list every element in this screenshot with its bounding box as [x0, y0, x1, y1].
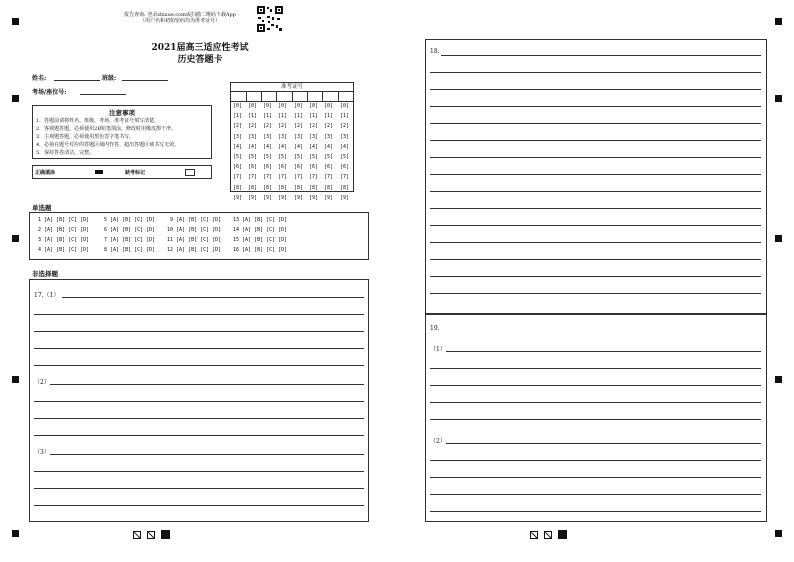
answer-line[interactable] — [50, 454, 364, 455]
report-notice-line1: 报告查询: 登录zhixue.com或扫描二维码下载App — [124, 12, 236, 18]
mc-question-6[interactable]: 6 [A] [B] [C] [D] — [104, 227, 156, 233]
digit-bubble[interactable]: [5] — [278, 153, 288, 160]
digit-bubble[interactable]: [7] — [309, 174, 319, 181]
digit-bubble[interactable]: [5] — [324, 153, 334, 160]
answer-line[interactable] — [430, 293, 761, 294]
digit-bubble[interactable]: [2] — [248, 123, 258, 130]
correct-fill-label: 正确填涂 — [35, 170, 56, 176]
answer-line[interactable] — [430, 123, 761, 124]
mc-section-title: 单选题 — [32, 204, 52, 212]
report-notice — [110, 12, 250, 24]
answer-line[interactable] — [430, 385, 761, 386]
answer-line[interactable] — [430, 242, 761, 243]
digit-bubble[interactable]: [2] — [263, 123, 273, 130]
report-notice-line2: （用户名和初始密码均为准考证号） — [139, 18, 220, 24]
digit-bubble[interactable]: [0] — [309, 103, 319, 109]
answer-line[interactable] — [430, 368, 761, 369]
digit-bubble[interactable]: [9] — [340, 194, 350, 201]
digit-bubble[interactable]: [5] — [248, 153, 258, 160]
digit-bubble[interactable]: [4] — [294, 143, 304, 150]
answer-line[interactable] — [446, 351, 761, 352]
mc-question-5[interactable]: 5 [A] [B] [C] [D] — [104, 217, 156, 223]
digit-bubble[interactable]: [8] — [340, 184, 350, 191]
name-field[interactable] — [54, 80, 100, 81]
answer-line[interactable] — [50, 384, 364, 385]
digit-bubble[interactable]: [5] — [233, 153, 243, 160]
timing-mark — [12, 376, 19, 383]
timing-mark — [12, 235, 19, 242]
answer-line[interactable] — [430, 477, 761, 478]
name-label: 姓名: — [32, 75, 47, 82]
timing-mark — [775, 530, 782, 537]
timing-mark — [775, 235, 782, 242]
q17-part2-label: （2） — [34, 379, 50, 386]
answer-line[interactable] — [34, 365, 364, 366]
answer-line[interactable] — [430, 460, 761, 461]
answer-line[interactable] — [430, 140, 761, 141]
digit-bubble[interactable]: [3] — [233, 133, 243, 140]
class-label: 班级: — [102, 75, 117, 82]
digit-bubble[interactable]: [1] — [278, 113, 288, 120]
mc-question-16[interactable]: 16 [A] [B] [C] [D] — [233, 247, 288, 253]
q19-part1-label: （1） — [430, 346, 446, 353]
instructions-heading: 注意事项 — [109, 109, 135, 117]
digit-bubble[interactable]: [4] — [309, 143, 319, 150]
digit-bubble[interactable]: [9] — [294, 194, 304, 201]
absent-mark-checkbox[interactable] — [185, 169, 195, 176]
digit-bubble[interactable]: [1] — [263, 113, 273, 120]
answer-line[interactable] — [446, 443, 761, 444]
digit-bubble[interactable]: [2] — [233, 123, 243, 130]
digit-bubble[interactable]: [4] — [340, 143, 350, 150]
digit-bubble[interactable]: [4] — [263, 143, 273, 150]
page-code-mark — [147, 531, 155, 539]
digit-bubble[interactable]: [0] — [294, 103, 304, 109]
digit-bubble[interactable]: [0] — [263, 103, 273, 109]
answer-line[interactable] — [430, 174, 761, 175]
digit-bubble[interactable]: [4] — [248, 143, 258, 150]
answer-line[interactable] — [430, 276, 761, 277]
mc-question-1[interactable]: 1 [A] [B] [C] [D] — [38, 217, 90, 223]
digit-bubble[interactable]: [5] — [340, 153, 350, 160]
answer-line[interactable] — [430, 72, 761, 73]
digit-bubble[interactable]: [9] — [278, 194, 288, 201]
mc-question-7[interactable]: 7 [A] [B] [C] [D] — [104, 237, 156, 243]
exam-id-heading: 准考证号 — [231, 83, 353, 92]
answer-line[interactable] — [430, 157, 761, 158]
digit-bubble[interactable]: [6] — [294, 164, 304, 171]
mc-question-13[interactable]: 13 [A] [B] [C] [D] — [233, 217, 288, 223]
digit-bubble[interactable]: [7] — [294, 174, 304, 181]
page-code-mark — [161, 530, 170, 539]
exam-id-column[interactable] — [278, 101, 288, 203]
answer-line[interactable] — [34, 488, 364, 489]
room-seat-label: 考场/座位号: — [32, 89, 67, 96]
mc-question-14[interactable]: 14 [A] [B] [C] [D] — [233, 227, 288, 233]
answer-line[interactable] — [441, 55, 761, 56]
digit-bubble[interactable]: [7] — [233, 174, 243, 181]
digit-bubble[interactable]: [1] — [324, 113, 334, 120]
digit-bubble[interactable]: [4] — [324, 143, 334, 150]
digit-bubble[interactable]: [8] — [233, 184, 243, 191]
digit-bubble[interactable]: [9] — [309, 194, 319, 201]
mc-question-15[interactable]: 15 [A] [B] [C] [D] — [233, 237, 288, 243]
page-code-mark — [544, 531, 552, 539]
timing-mark — [12, 530, 19, 537]
mc-question-4[interactable]: 4 [A] [B] [C] [D] — [38, 247, 90, 253]
answer-line[interactable] — [62, 297, 364, 298]
q17-part3-label: （3） — [34, 449, 50, 456]
digit-bubble[interactable]: [1] — [248, 113, 258, 120]
digit-bubble[interactable]: [3] — [278, 133, 288, 140]
digit-bubble[interactable]: [8] — [309, 184, 319, 191]
digit-bubble[interactable]: [6] — [263, 164, 273, 171]
mc-question-12[interactable]: 12 [A] [B] [C] [D] — [167, 247, 222, 253]
q19-part2-label: （2） — [430, 438, 446, 445]
digit-bubble[interactable]: [7] — [263, 174, 273, 181]
digit-bubble[interactable]: [1] — [340, 113, 350, 120]
qr-code — [257, 6, 283, 32]
instruction-item: 5．保持答卷清洁、完整。 — [36, 150, 95, 156]
q19-label: 19. — [430, 325, 440, 332]
digit-bubble[interactable]: [3] — [324, 133, 334, 140]
exam-id-column[interactable] — [248, 101, 258, 203]
digit-bubble[interactable]: [0] — [340, 103, 350, 109]
q19-answer-box — [425, 314, 767, 522]
digit-bubble[interactable]: [8] — [324, 184, 334, 191]
digit-bubble[interactable]: [9] — [263, 194, 273, 201]
digit-bubble[interactable]: [2] — [309, 123, 319, 130]
correct-fill-sample — [95, 170, 103, 174]
digit-bubble[interactable]: [1] — [233, 113, 243, 120]
class-field[interactable] — [122, 80, 168, 81]
instruction-item: 3．主观题答题，必须使用黑色签字笔书写。 — [36, 134, 135, 140]
answer-line[interactable] — [430, 494, 761, 495]
answer-line[interactable] — [34, 348, 364, 349]
answer-line[interactable] — [430, 259, 761, 260]
answer-line[interactable] — [430, 208, 761, 209]
page-code-mark — [133, 531, 141, 539]
answer-line[interactable] — [430, 402, 761, 403]
page-code-mark — [530, 531, 538, 539]
digit-bubble[interactable]: [7] — [278, 174, 288, 181]
answer-line[interactable] — [430, 419, 761, 420]
absent-mark-label: 缺考标记 — [125, 170, 146, 176]
answer-line[interactable] — [34, 435, 364, 436]
q17-part1-label: 17.（1） — [34, 292, 60, 299]
answer-line[interactable] — [34, 314, 364, 315]
answer-line[interactable] — [34, 331, 364, 332]
digit-bubble[interactable]: [3] — [263, 133, 273, 140]
digit-bubble[interactable]: [8] — [294, 184, 304, 191]
mc-question-3[interactable]: 3 [A] [B] [C] [D] — [38, 237, 90, 243]
answer-line[interactable] — [430, 511, 761, 512]
exam-id-column[interactable] — [294, 101, 304, 203]
digit-bubble[interactable]: [6] — [278, 164, 288, 171]
digit-bubble[interactable]: [9] — [324, 194, 334, 201]
digit-bubble[interactable]: [0] — [233, 103, 243, 109]
fill-example-box — [32, 165, 212, 179]
nonmc-section-title: 非选择题 — [32, 270, 58, 278]
digit-bubble[interactable]: [4] — [278, 143, 288, 150]
mc-question-2[interactable]: 2 [A] [B] [C] [D] — [38, 227, 90, 233]
timing-mark — [775, 95, 782, 102]
mc-question-11[interactable]: 11 [A] [B] [C] [D] — [167, 237, 222, 243]
digit-bubble[interactable]: [4] — [233, 143, 243, 150]
instruction-item: 4．必须在题号对应的答题区域内作答，超出答题区域书写无效。 — [36, 142, 180, 148]
exam-id-column[interactable] — [233, 101, 243, 203]
answer-line[interactable] — [34, 471, 364, 472]
digit-bubble[interactable]: [6] — [340, 164, 350, 171]
digit-bubble[interactable]: [8] — [278, 184, 288, 191]
q18-answer-box — [425, 39, 767, 314]
answer-line[interactable] — [430, 225, 761, 226]
exam-id-column[interactable] — [324, 101, 334, 203]
digit-bubble[interactable]: [7] — [248, 174, 258, 181]
page-title: 2021届高三适应性考试 — [151, 43, 249, 53]
digit-bubble[interactable]: [2] — [278, 123, 288, 130]
instructions-box — [32, 105, 212, 159]
mc-question-9[interactable]: 9 [A] [B] [C] [D] — [170, 217, 222, 223]
answer-line[interactable] — [430, 191, 761, 192]
digit-bubble[interactable]: [2] — [324, 123, 334, 130]
instruction-item: 2．客观题答题，必须使用2B铅笔填涂，修改时用橡皮擦干净。 — [36, 126, 177, 132]
digit-bubble[interactable]: [3] — [294, 133, 304, 140]
instruction-item: 1．答题前请将姓名、班级、考场、准考证号填写清楚。 — [36, 118, 160, 124]
timing-mark — [775, 376, 782, 383]
page-code-mark — [558, 530, 567, 539]
digit-bubble[interactable]: [1] — [294, 113, 304, 120]
digit-bubble[interactable]: [5] — [294, 153, 304, 160]
digit-bubble[interactable]: [3] — [309, 133, 319, 140]
digit-bubble[interactable]: [5] — [263, 153, 273, 160]
answer-line[interactable] — [34, 418, 364, 419]
digit-bubble[interactable]: [6] — [233, 164, 243, 171]
digit-bubble[interactable]: [0] — [324, 103, 334, 109]
answer-line[interactable] — [34, 505, 364, 506]
page-subtitle: 历史答题卡 — [177, 55, 223, 65]
digit-bubble[interactable]: [0] — [248, 103, 258, 109]
answer-line[interactable] — [430, 106, 761, 107]
timing-mark — [775, 18, 782, 25]
timing-mark — [12, 95, 19, 102]
digit-bubble[interactable]: [2] — [340, 123, 350, 130]
digit-bubble[interactable]: [6] — [324, 164, 334, 171]
mc-question-8[interactable]: 8 [A] [B] [C] [D] — [104, 247, 156, 253]
room-seat-field[interactable] — [80, 94, 126, 95]
digit-bubble[interactable]: [7] — [324, 174, 334, 181]
exam-id-column[interactable] — [340, 101, 350, 203]
exam-id-column[interactable] — [309, 101, 319, 203]
digit-bubble[interactable]: [7] — [340, 174, 350, 181]
digit-bubble[interactable]: [6] — [309, 164, 319, 171]
q18-label: 18. — [430, 48, 440, 55]
digit-bubble[interactable]: [8] — [248, 184, 258, 191]
digit-bubble[interactable]: [9] — [248, 194, 258, 201]
digit-bubble[interactable]: [6] — [248, 164, 258, 171]
digit-bubble[interactable]: [8] — [263, 184, 273, 191]
digit-bubble[interactable]: [3] — [340, 133, 350, 140]
mc-question-10[interactable]: 10 [A] [B] [C] [D] — [167, 227, 222, 233]
digit-bubble[interactable]: [9] — [233, 194, 243, 201]
timing-mark — [12, 18, 19, 25]
digit-bubble[interactable]: [0] — [278, 103, 288, 109]
digit-bubble[interactable]: [1] — [309, 113, 319, 120]
digit-bubble[interactable]: [2] — [294, 123, 304, 130]
answer-line[interactable] — [34, 401, 364, 402]
digit-bubble[interactable]: [5] — [309, 153, 319, 160]
exam-id-column[interactable] — [263, 101, 273, 203]
answer-line[interactable] — [430, 89, 761, 90]
digit-bubble[interactable]: [3] — [248, 133, 258, 140]
